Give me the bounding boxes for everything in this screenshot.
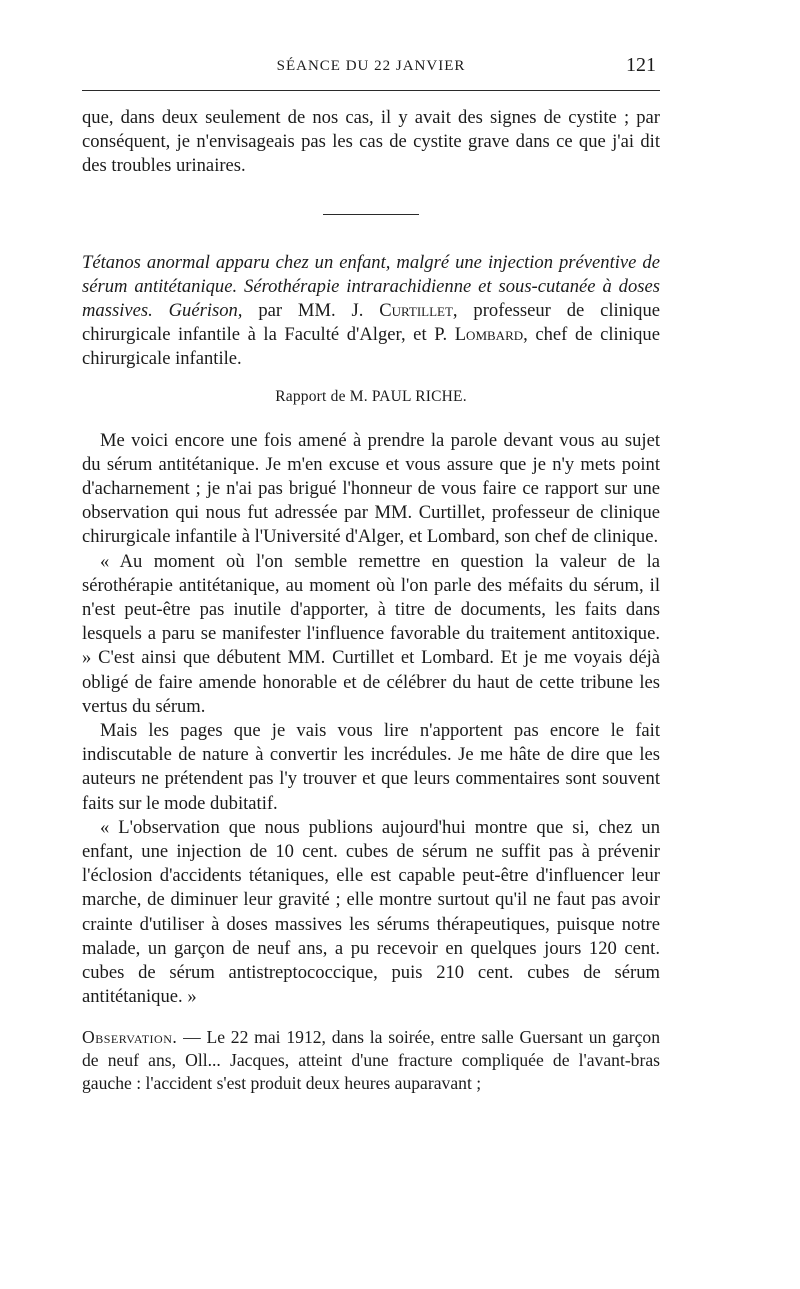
body-paragraph: « Au moment où l'on semble remettre en question la valeur de la sérothérapie antitétanique, au moment où l'on parle des méfaits du sérum, il n'est peut-être pas inutile d'apporter, à titre de documents, les faits dans lesquels a paru se manifester l'influence favorable du traitement antitoxique. » C'est ainsi que débutent MM. Curtillet et Lombard. Et je me voyais déjà obligé de faire amende honorable et de célébrer du haut de cette tribune les vertus du sérum. [82, 550, 660, 717]
running-head [82, 52, 660, 82]
body-paragraph: Mais les pages que je vais vous lire n'apportent pas encore le fait indiscutable de nature à convertir les incrédules. Je me hâte de dire que les auteurs ne prétendent pas l'y trouver et que leurs commentaires sont souvent faits sur le mode dubitatif. [82, 720, 660, 814]
page-number: 121 [626, 54, 656, 76]
observation-label: Observation. [82, 1026, 178, 1047]
author-role-lombard: , chef de clinique chirurgicale infantile. [82, 324, 660, 370]
observation-text: — Le 22 mai 1912, dans la soirée, entre salle Guersant un garçon de neuf ans, Oll... Jacques, atteint d'une fracture compliquée de l'avant-bras gauche : l'accident s'est produit deux heures auparavant ; [82, 1026, 660, 1093]
observation-paragraph [82, 1026, 660, 1095]
author-role-curtillet: , professeur de clinique chirurgicale infantile à la Faculté d'Alger, et P. [82, 300, 661, 346]
report-byline: Rapport de M. PAUL RICHE. [275, 387, 467, 405]
header-rule [82, 90, 660, 91]
continuation-paragraph: que, dans deux seulement de nos cas, il y avait des signes de cystite ; par conséquent, je n'envisageais pas les cas de cystite grave dans ce que j'ai dit des troubles urinaires. [82, 107, 660, 177]
document-page [82, 52, 660, 1095]
body-paragraph: Me voici encore une fois amené à prendre la parole devant vous au sujet du sérum antitétanique. Je m'en excuse et vous assure que je n'y mets point d'acharnement ; je n'ai pas brigué l'honneur de vous faire ce rapport sur une observation qui nous fut adressée par MM. Curtillet, professeur de clinique chirurgicale infantile à l'Université d'Alger, et Lombard, son chef de clinique. [82, 429, 660, 548]
section-separator [323, 214, 419, 215]
author-name-curtillet: Curtillet [379, 300, 453, 322]
article-heading [82, 251, 660, 372]
author-name-lombard: Lombard [454, 324, 524, 346]
authors-intro: par MM. J. [242, 300, 380, 322]
body-paragraph: « L'observation que nous publions aujourd'hui montre que si, chez un enfant, une injection de 10 cent. cubes de sérum ne suffit pas à prévenir l'éclosion d'accidents tétaniques, elle est capable peut-être d'influencer leur marche, de diminuer leur gravité ; elle montre surtout qu'il ne faut pas avoir crainte d'utiliser à doses massives les sérums thérapeutiques, puisque notre malade, un garçon de neuf ans, a pu recevoir en quelques jours 120 cent. cubes de sérum antistreptococcique, puis 210 cent. cubes de sérum antitétanique. » [82, 816, 660, 1008]
running-head-title: SÉANCE DU 22 JANVIER [276, 58, 466, 74]
article-title: Tétanos anormal apparu chez un enfant, malgré une injection préventive de sérum antitétanique. Sérothérapie intrarachidienne et sous-cutanée à doses massives. Guérison, [82, 251, 660, 322]
